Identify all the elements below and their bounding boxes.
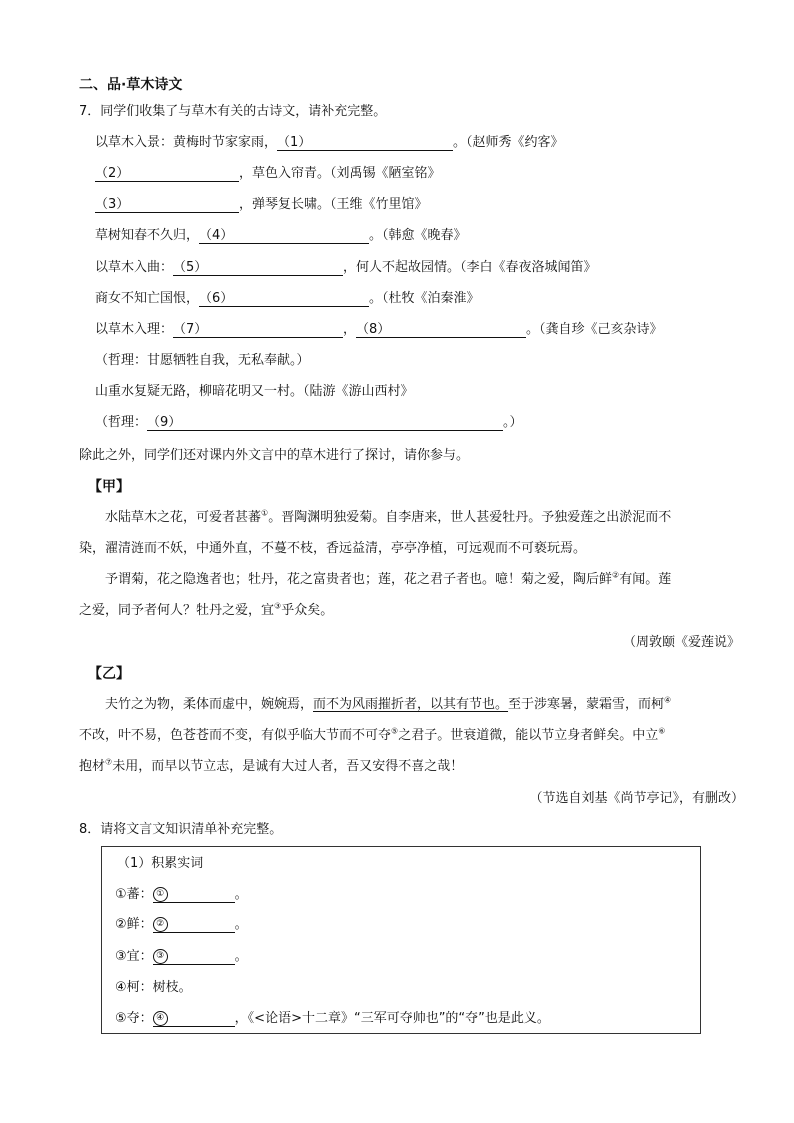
passage-jia-label: 【甲】 <box>88 479 130 495</box>
answer-blank-1[interactable]: ① <box>153 887 235 903</box>
list-item: ②鲜： ② 。 <box>115 917 248 932</box>
note-3: ③ <box>274 601 282 611</box>
blank-3[interactable]: （3） <box>95 197 239 213</box>
list-item: ④柯：树枝。 <box>115 980 192 995</box>
q7-line-6: 商女不知亡国恨，（6） 。（杜牧《泊秦淮》 <box>95 291 480 306</box>
yi-line1: 夫竹之为物，柔体而虚中，婉婉焉，而不为风雨摧折者，以其有节也。至于涉寒暑，蒙霜雪，而柯④ <box>105 695 672 712</box>
jia-p2-line2: 之爱，同予者何人？牡丹之爱，宜③乎众矣。 <box>79 601 334 618</box>
underlined-sentence: 而不为风雨摧折者，以其有节也。 <box>313 697 509 712</box>
note-7: ⑦ <box>105 757 113 767</box>
transition-text: 除此之外，同学们还对课内外文言中的草木进行了探讨，请你参与。 <box>79 448 470 463</box>
answer-blank-2[interactable]: ② <box>153 917 235 933</box>
q7-philosophy-1: （哲理：甘愿牺牲自我，无私奉献。） <box>95 353 310 368</box>
blank-1[interactable]: （1） <box>277 135 453 151</box>
blank-4[interactable]: （4） <box>199 228 369 244</box>
q7-line-4: 草树知春不久归，（4） 。（韩愈《晚春》 <box>95 228 467 243</box>
q7-philosophy-2: （哲理：（9） 。） <box>95 415 523 430</box>
blank-5[interactable]: （5） <box>173 260 343 276</box>
answer-blank-3[interactable]: ③ <box>153 949 235 965</box>
jia-p1-line2: 染，濯清涟而不妖，中通外直，不蔓不枝，香远益清，亭亭净植，可远观而不可亵玩焉。 <box>79 541 587 556</box>
note-2: ② <box>612 570 620 580</box>
note-4: ④ <box>664 695 672 705</box>
box-title: （1）积累实词 <box>117 856 204 871</box>
section-title: 二、品·草木诗文 <box>79 77 183 93</box>
yi-line2: 不改，叶不易，色苍苍而不变，有似乎临大节而不可夺⑤之君子。世衰道微，能以节立身者鲜矣。中立⑥ <box>79 726 666 743</box>
note-1: ① <box>261 508 269 518</box>
list-item: ①蕃： ① 。 <box>115 887 248 902</box>
q7-line-2: （2） ，草色入帘青。（刘禹锡《陋室铭》 <box>95 166 441 181</box>
q7-line-1: 以草木入景：黄梅时节家家雨，（1） 。（赵师秀《约客》 <box>95 135 564 150</box>
q7-line-5: 以草木入曲：（5） ，何人不起故园情。（李白《春夜洛城闻笛》 <box>95 260 597 275</box>
q7-line-3: （3） ，弹琴复长啸。（王维《竹里馆》 <box>95 197 428 212</box>
jia-p1-line1: 水陆草木之花，可爱者甚蕃①。晋陶渊明独爱菊。自李唐来，世人甚爱牡丹。予独爱莲之出淤泥而不 <box>105 508 672 525</box>
list-item: ⑤夺： ④ ，《<论语>十二章》“三军可夺帅也”的“夺”也是此义。 <box>115 1011 550 1026</box>
passage-yi-label: 【乙】 <box>88 666 130 682</box>
blank-8[interactable]: （8） <box>356 322 526 338</box>
q7-line-7: 以草木入理：（7） ，（8） 。（龚自珍《己亥杂诗》 <box>95 322 663 337</box>
blank-6[interactable]: （6） <box>199 291 369 307</box>
yi-source: （节选自刘基《尚节亭记》，有删改） <box>529 791 744 806</box>
knowledge-list-box <box>101 846 701 1034</box>
jia-source: （周敦颐《爱莲说》 <box>622 635 740 650</box>
yi-line3: 抱材⑦未用，而早以节立志，是诚有大过人者，吾又安得不喜之哉！ <box>79 757 464 774</box>
blank-9[interactable]: （9） <box>147 415 503 431</box>
list-item: ③宜： ③ 。 <box>115 949 248 964</box>
note-5: ⑤ <box>391 726 399 736</box>
blank-2[interactable]: （2） <box>95 166 239 182</box>
jia-p2-line1: 予谓菊，花之隐逸者也；牡丹，花之富贵者也；莲，花之君子者也。噫！菊之爱，陶后鲜②有闻。莲 <box>105 570 672 587</box>
answer-blank-4[interactable]: ④ <box>153 1011 235 1027</box>
note-6: ⑥ <box>658 726 666 736</box>
q7-line-9: 山重水复疑无路，柳暗花明又一村。（陆游《游山西村》 <box>95 384 414 399</box>
question-8-prompt: 8．请将文言文知识清单补充完整。 <box>79 822 283 837</box>
blank-7[interactable]: （7） <box>173 322 343 338</box>
question-7-prompt: 7．同学们收集了与草木有关的古诗文，请补充完整。 <box>79 104 387 119</box>
